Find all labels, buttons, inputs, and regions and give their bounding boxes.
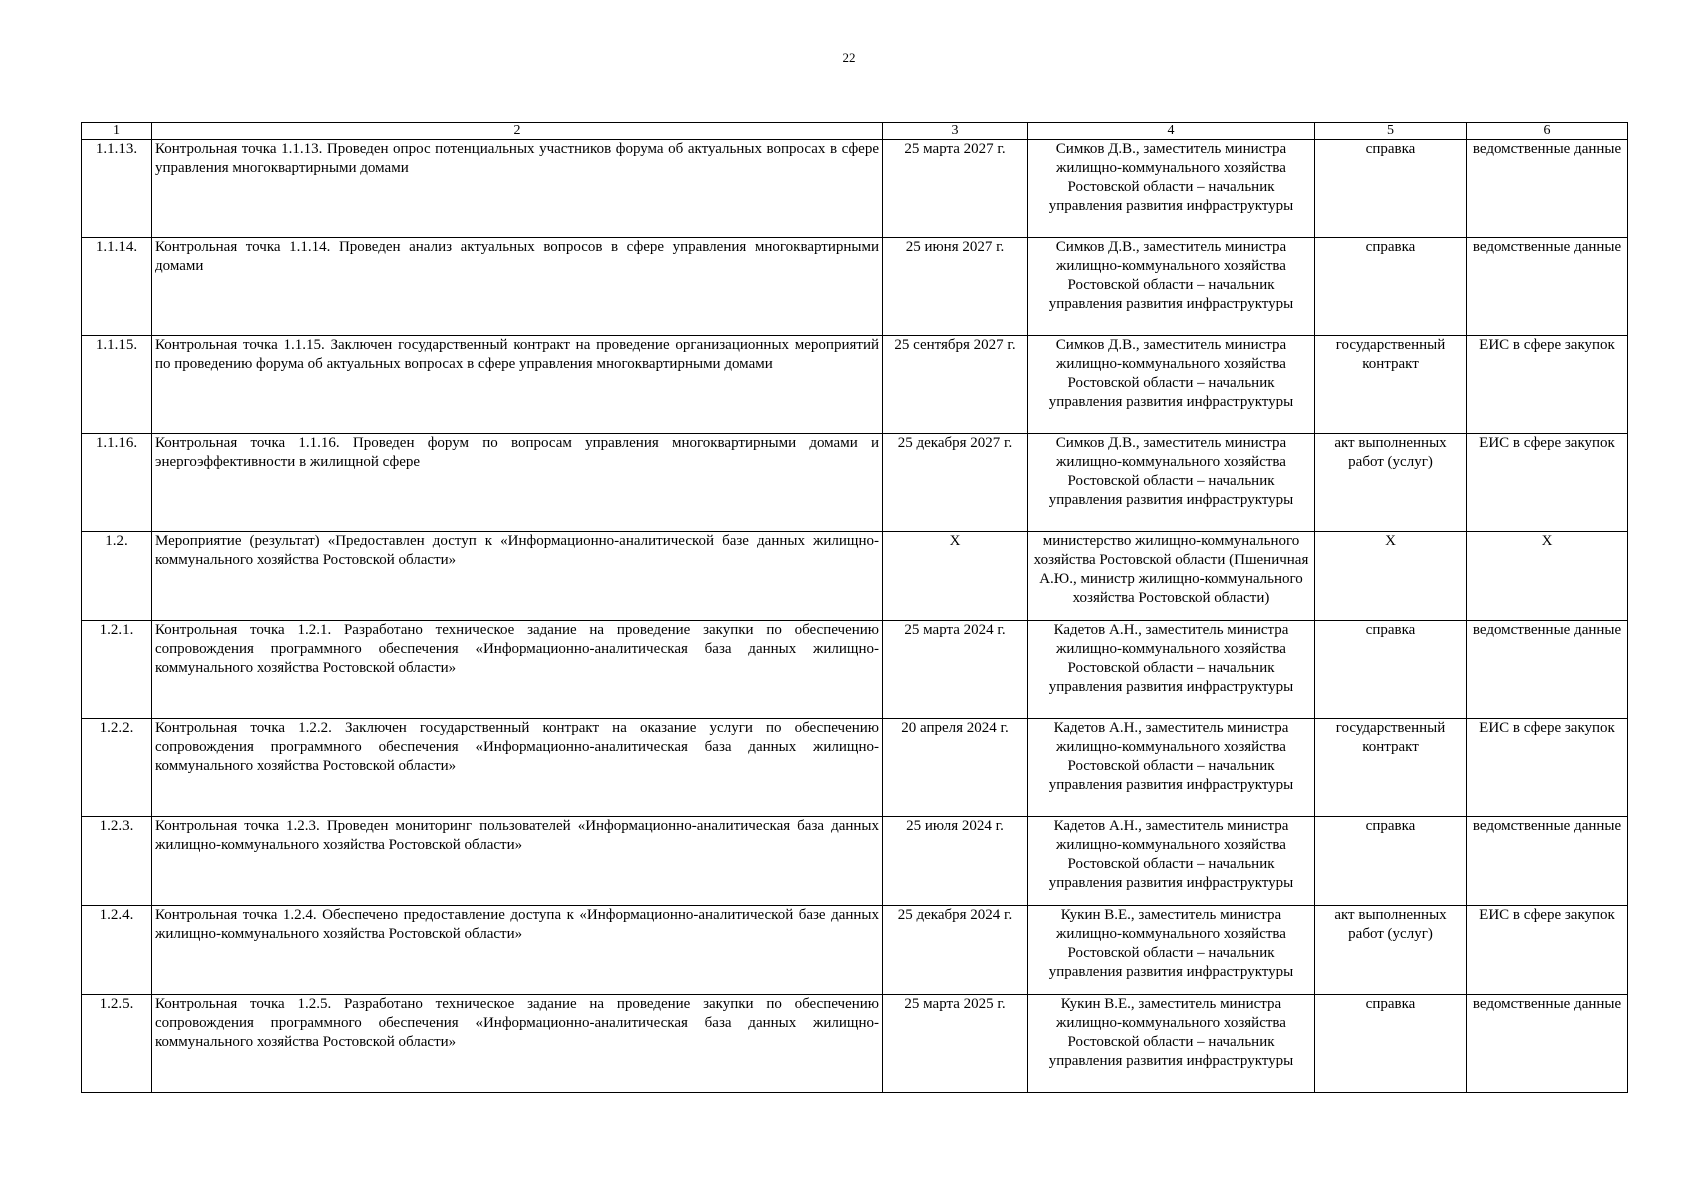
row-document: Х — [1315, 532, 1467, 621]
row-description: Мероприятие (результат) «Предоставлен доступ к «Информационно-аналитической базе данных жилищно-коммунального хозяйства Ростовской области» — [152, 532, 883, 621]
row-document: государственный контракт — [1315, 336, 1467, 434]
row-source: ЕИС в сфере закупок — [1467, 434, 1628, 532]
row-source: ЕИС в сфере закупок — [1467, 719, 1628, 817]
row-document: справка — [1315, 238, 1467, 336]
table-row — [82, 434, 1628, 532]
row-deadline: 25 декабря 2024 г. — [883, 906, 1028, 995]
row-deadline: 25 марта 2025 г. — [883, 995, 1028, 1093]
row-source: Х — [1467, 532, 1628, 621]
row-document: справка — [1315, 140, 1467, 238]
header-col-5: 5 — [1315, 123, 1467, 140]
table-row — [82, 336, 1628, 434]
row-responsible: Симков Д.В., заместитель министра жилищно-коммунального хозяйства Ростовской области – начальник управления развития инфраструктуры — [1028, 140, 1315, 238]
row-deadline: 25 декабря 2027 г. — [883, 434, 1028, 532]
row-deadline: 25 марта 2027 г. — [883, 140, 1028, 238]
row-description: Контрольная точка 1.1.13. Проведен опрос потенциальных участников форума об актуальных вопросах в сфере управления многоквартирными домами — [152, 140, 883, 238]
table-row — [82, 238, 1628, 336]
table-row — [82, 817, 1628, 906]
row-deadline: 25 сентября 2027 г. — [883, 336, 1028, 434]
row-responsible: Симков Д.В., заместитель министра жилищно-коммунального хозяйства Ростовской области – начальник управления развития инфраструктуры — [1028, 434, 1315, 532]
row-source: ЕИС в сфере закупок — [1467, 906, 1628, 995]
row-responsible: Симков Д.В., заместитель министра жилищно-коммунального хозяйства Ростовской области – начальник управления развития инфраструктуры — [1028, 336, 1315, 434]
row-number: 1.2.4. — [82, 906, 152, 995]
table-row — [82, 995, 1628, 1093]
header-col-6: 6 — [1467, 123, 1628, 140]
row-description: Контрольная точка 1.1.14. Проведен анализ актуальных вопросов в сфере управления многоквартирными домами — [152, 238, 883, 336]
row-deadline: 25 июня 2027 г. — [883, 238, 1028, 336]
row-number: 1.2.2. — [82, 719, 152, 817]
row-number: 1.2. — [82, 532, 152, 621]
row-responsible: Кукин В.Е., заместитель министра жилищно-коммунального хозяйства Ростовской области – начальник управления развития инфраструктуры — [1028, 995, 1315, 1093]
row-number: 1.1.14. — [82, 238, 152, 336]
table-row — [82, 532, 1628, 621]
row-deadline: Х — [883, 532, 1028, 621]
table-row — [82, 621, 1628, 719]
row-description: Контрольная точка 1.1.15. Заключен государственный контракт на проведение организационных мероприятий по проведению форума об актуальных вопросах в сфере управления многоквартирными домами — [152, 336, 883, 434]
row-description: Контрольная точка 1.2.2. Заключен государственный контракт на оказание услуги по обеспечению сопровождения программного обеспечения «Информационно-аналитическая база данных жилищно-коммунального хозяйства Ростовской области» — [152, 719, 883, 817]
row-source: ведомственные данные — [1467, 238, 1628, 336]
row-responsible: Кадетов А.Н., заместитель министра жилищно-коммунального хозяйства Ростовской области – начальник управления развития инфраструктуры — [1028, 817, 1315, 906]
row-number: 1.2.5. — [82, 995, 152, 1093]
row-source: ведомственные данные — [1467, 995, 1628, 1093]
row-document: справка — [1315, 817, 1467, 906]
control-points-table — [81, 122, 1628, 1093]
row-responsible: Симков Д.В., заместитель министра жилищно-коммунального хозяйства Ростовской области – начальник управления развития инфраструктуры — [1028, 238, 1315, 336]
row-document: акт выполненных работ (услуг) — [1315, 434, 1467, 532]
row-responsible: Кадетов А.Н., заместитель министра жилищно-коммунального хозяйства Ростовской области – начальник управления развития инфраструктуры — [1028, 719, 1315, 817]
row-description: Контрольная точка 1.2.4. Обеспечено предоставление доступа к «Информационно-аналитической базе данных жилищно-коммунального хозяйства Ростовской области» — [152, 906, 883, 995]
header-col-3: 3 — [883, 123, 1028, 140]
row-source: ЕИС в сфере закупок — [1467, 336, 1628, 434]
row-document: государственный контракт — [1315, 719, 1467, 817]
header-col-2: 2 — [152, 123, 883, 140]
row-document: справка — [1315, 621, 1467, 719]
row-number: 1.2.3. — [82, 817, 152, 906]
row-description: Контрольная точка 1.2.1. Разработано техническое задание на проведение закупки по обеспечению сопровождения программного обеспечения «Информационно-аналитическая база данных жилищно-коммунального хозяйства Ростовской области» — [152, 621, 883, 719]
row-number: 1.1.16. — [82, 434, 152, 532]
header-col-4: 4 — [1028, 123, 1315, 140]
row-number: 1.1.13. — [82, 140, 152, 238]
row-source: ведомственные данные — [1467, 621, 1628, 719]
row-responsible: министерство жилищно-коммунального хозяйства Ростовской области (Пшеничная А.Ю., министр жилищно-коммунального хозяйства Ростовской области) — [1028, 532, 1315, 621]
row-description: Контрольная точка 1.1.16. Проведен форум по вопросам управления многоквартирными домами и энергоэффективности в жилищной сфере — [152, 434, 883, 532]
row-deadline: 20 апреля 2024 г. — [883, 719, 1028, 817]
row-source: ведомственные данные — [1467, 817, 1628, 906]
row-document: справка — [1315, 995, 1467, 1093]
table-header-row — [82, 123, 1628, 140]
row-responsible: Кукин В.Е., заместитель министра жилищно-коммунального хозяйства Ростовской области – начальник управления развития инфраструктуры — [1028, 906, 1315, 995]
table-row — [82, 906, 1628, 995]
row-number: 1.2.1. — [82, 621, 152, 719]
row-document: акт выполненных работ (услуг) — [1315, 906, 1467, 995]
row-description: Контрольная точка 1.2.5. Разработано техническое задание на проведение закупки по обеспечению сопровождения программного обеспечения «Информационно-аналитическая база данных жилищно-коммунального хозяйства Ростовской области» — [152, 995, 883, 1093]
row-source: ведомственные данные — [1467, 140, 1628, 238]
row-number: 1.1.15. — [82, 336, 152, 434]
table-row — [82, 140, 1628, 238]
page-number: 22 — [842, 50, 856, 65]
row-deadline: 25 июля 2024 г. — [883, 817, 1028, 906]
row-description: Контрольная точка 1.2.3. Проведен мониторинг пользователей «Информационно-аналитическая база данных жилищно-коммунального хозяйства Ростовской области» — [152, 817, 883, 906]
row-responsible: Кадетов А.Н., заместитель министра жилищно-коммунального хозяйства Ростовской области – начальник управления развития инфраструктуры — [1028, 621, 1315, 719]
header-col-1: 1 — [82, 123, 152, 140]
row-deadline: 25 марта 2024 г. — [883, 621, 1028, 719]
table-row — [82, 719, 1628, 817]
